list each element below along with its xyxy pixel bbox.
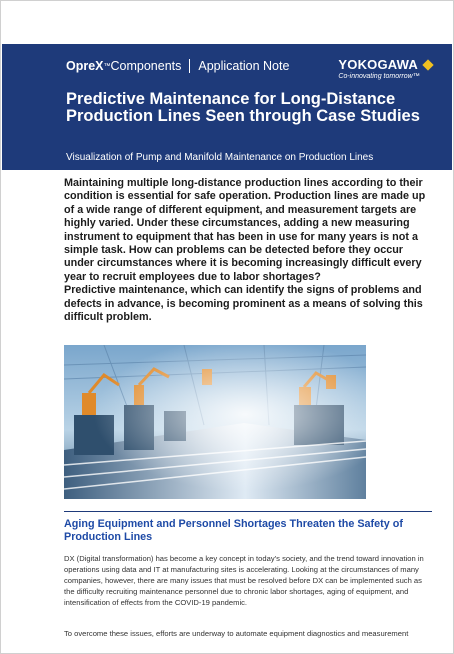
section-body-paragraph-2: To overcome these issues, efforts are underway to automate equipment diagnostics and measurement bbox=[64, 629, 409, 638]
logo-word: YOKOGAWA bbox=[338, 57, 418, 72]
brand-separator bbox=[189, 59, 190, 73]
intro-paragraph-2: Predictive maintenance, which can identify the signs of problems and defects in advance, is becoming prominent as a means of solving this difficult problem. bbox=[64, 284, 423, 324]
brand-trademark: ™ bbox=[103, 62, 111, 70]
company-logo bbox=[338, 57, 432, 80]
logo-tagline: Co-innovating tomorrow™ bbox=[338, 73, 420, 80]
section-heading: Aging Equipment and Personnel Shortages Threaten the Safety of Production Lines bbox=[64, 518, 403, 543]
brand-suffix: Components bbox=[110, 59, 182, 73]
factory-photo bbox=[64, 345, 366, 499]
doc-type: Application Note bbox=[198, 59, 290, 73]
factory-illustration bbox=[64, 345, 366, 499]
section-divider bbox=[64, 511, 432, 512]
page-subtitle: Visualization of Pump and Manifold Maintenance on Production Lines bbox=[66, 152, 374, 163]
page-title: Predictive Maintenance for Long-Distance Production Lines Seen through Case Studies bbox=[66, 90, 420, 125]
intro-text bbox=[64, 177, 426, 324]
intro-paragraph-1: Maintaining multiple long-distance production lines according to their condition is essential for safe operation. Production lines are made up of a wide range of different equipment, and measurement targets are highly varied. Under these circumstances, adding a new measuring instrument to equipment that has been in use for many years is not a simple task. How can problems can be detected before they occur under circumstances where it is becoming increasingly difficult every year to recruit employees due to labor shortages? bbox=[64, 177, 426, 283]
diamond-icon bbox=[422, 59, 433, 70]
section-body-paragraph-1: DX (Digital transformation) has become a key concept in today’s society, and the trend toward innovation in operations using data and IT at manufacturing sites is accelerating. Looking at the circumstances of many companies, however, there are many issues that must be resolved before DX can be implemented such as the difficulty recruiting maintenance personnel due to chronic labor shortages, aging of equipment, and intensification of effects from the COVID-19 pandemic. bbox=[64, 554, 424, 607]
brand-line bbox=[66, 59, 289, 73]
brand-name: OpreX bbox=[66, 59, 104, 73]
header-band bbox=[2, 44, 452, 170]
